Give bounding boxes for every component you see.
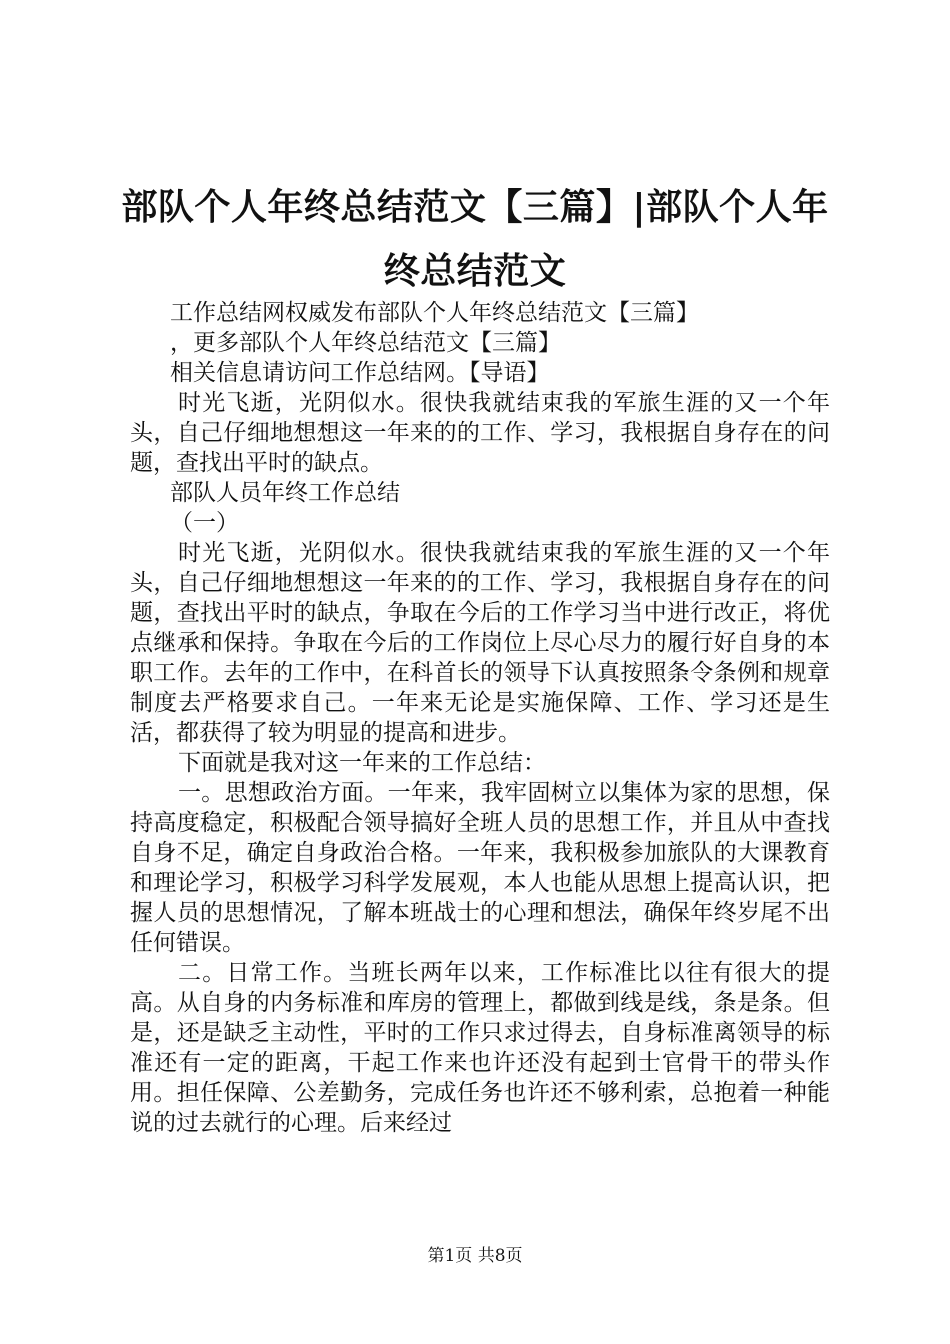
paragraph-body-3: 一。思想政治方面。一年来，我牢固树立以集体为家的思想，保持高度稳定，积极配合领导搞好全班人员的思想工作，并且从中查找自身不足，确定自身政治合格。一年来，我积极参加旅队的大课教育和理论学习，积极学习科学发展观，本人也能从思想上提高认识，把握人员的思想情况，了解本班战士的心理和想法，确保年终岁尾不出任何错误。 [130, 780, 830, 956]
document-title: 部队个人年终总结范文【三篇】|部队个人年终总结范文 [121, 187, 829, 292]
paragraph-body-1: 时光飞逝，光阴似水。很快我就结束我的军旅生涯的又一个年头，自己仔细地想想这一年来的的工作、学习，我根据自身存在的问题，查找出平时的缺点，争取在今后的工作学习当中进行改正，将优点继承和保持。争取在今后的工作岗位上尽心尽力的履行好自身的本职工作。去年的工作中，在科首长的领导下认真按照条令条例和规章制度去严格要求自己。一年来无论是实施保障、工作、学习还是生活，都获得了较为明显的提高和进步。 [130, 540, 830, 746]
paragraph-body-2: 下面就是我对这一年来的工作总结： [178, 750, 546, 776]
page-number-footer: 第1页 共8页 [427, 1246, 523, 1266]
paragraph-intro-2: ，更多部队个人年终总结范文【三篇】 [170, 330, 561, 356]
paragraph-intro-1: 工作总结网权威发布部队个人年终总结范文【三篇】 [170, 300, 699, 326]
paragraph-body-4: 二。日常工作。当班长两年以来，工作标准比以往有很大的提高。从自身的内务标准和库房的管理上，都做到线是线，条是条。但是，还是缺乏主动性，平时的工作只求过得去，自身标准离领导的标准还有一定的距离，干起工作来也许还没有起到士官骨干的带头作用。担任保障、公差勤务，完成任务也许还不够利索，总抱着一种能说的过去就行的心理。后来经过 [130, 960, 830, 1136]
section-number: （一） [170, 510, 239, 536]
paragraph-lead: 时光飞逝，光阴似水。很快我就结束我的军旅生涯的又一个年头，自己仔细地想想这一年来的的工作、学习，我根据自身存在的问题，查找出平时的缺点。 [130, 390, 830, 476]
document-body [130, 298, 830, 1138]
section-heading: 部队人员年终工作总结 [170, 480, 400, 506]
paragraph-intro-3: 相关信息请访问工作总结网。【导语】 [170, 360, 550, 386]
